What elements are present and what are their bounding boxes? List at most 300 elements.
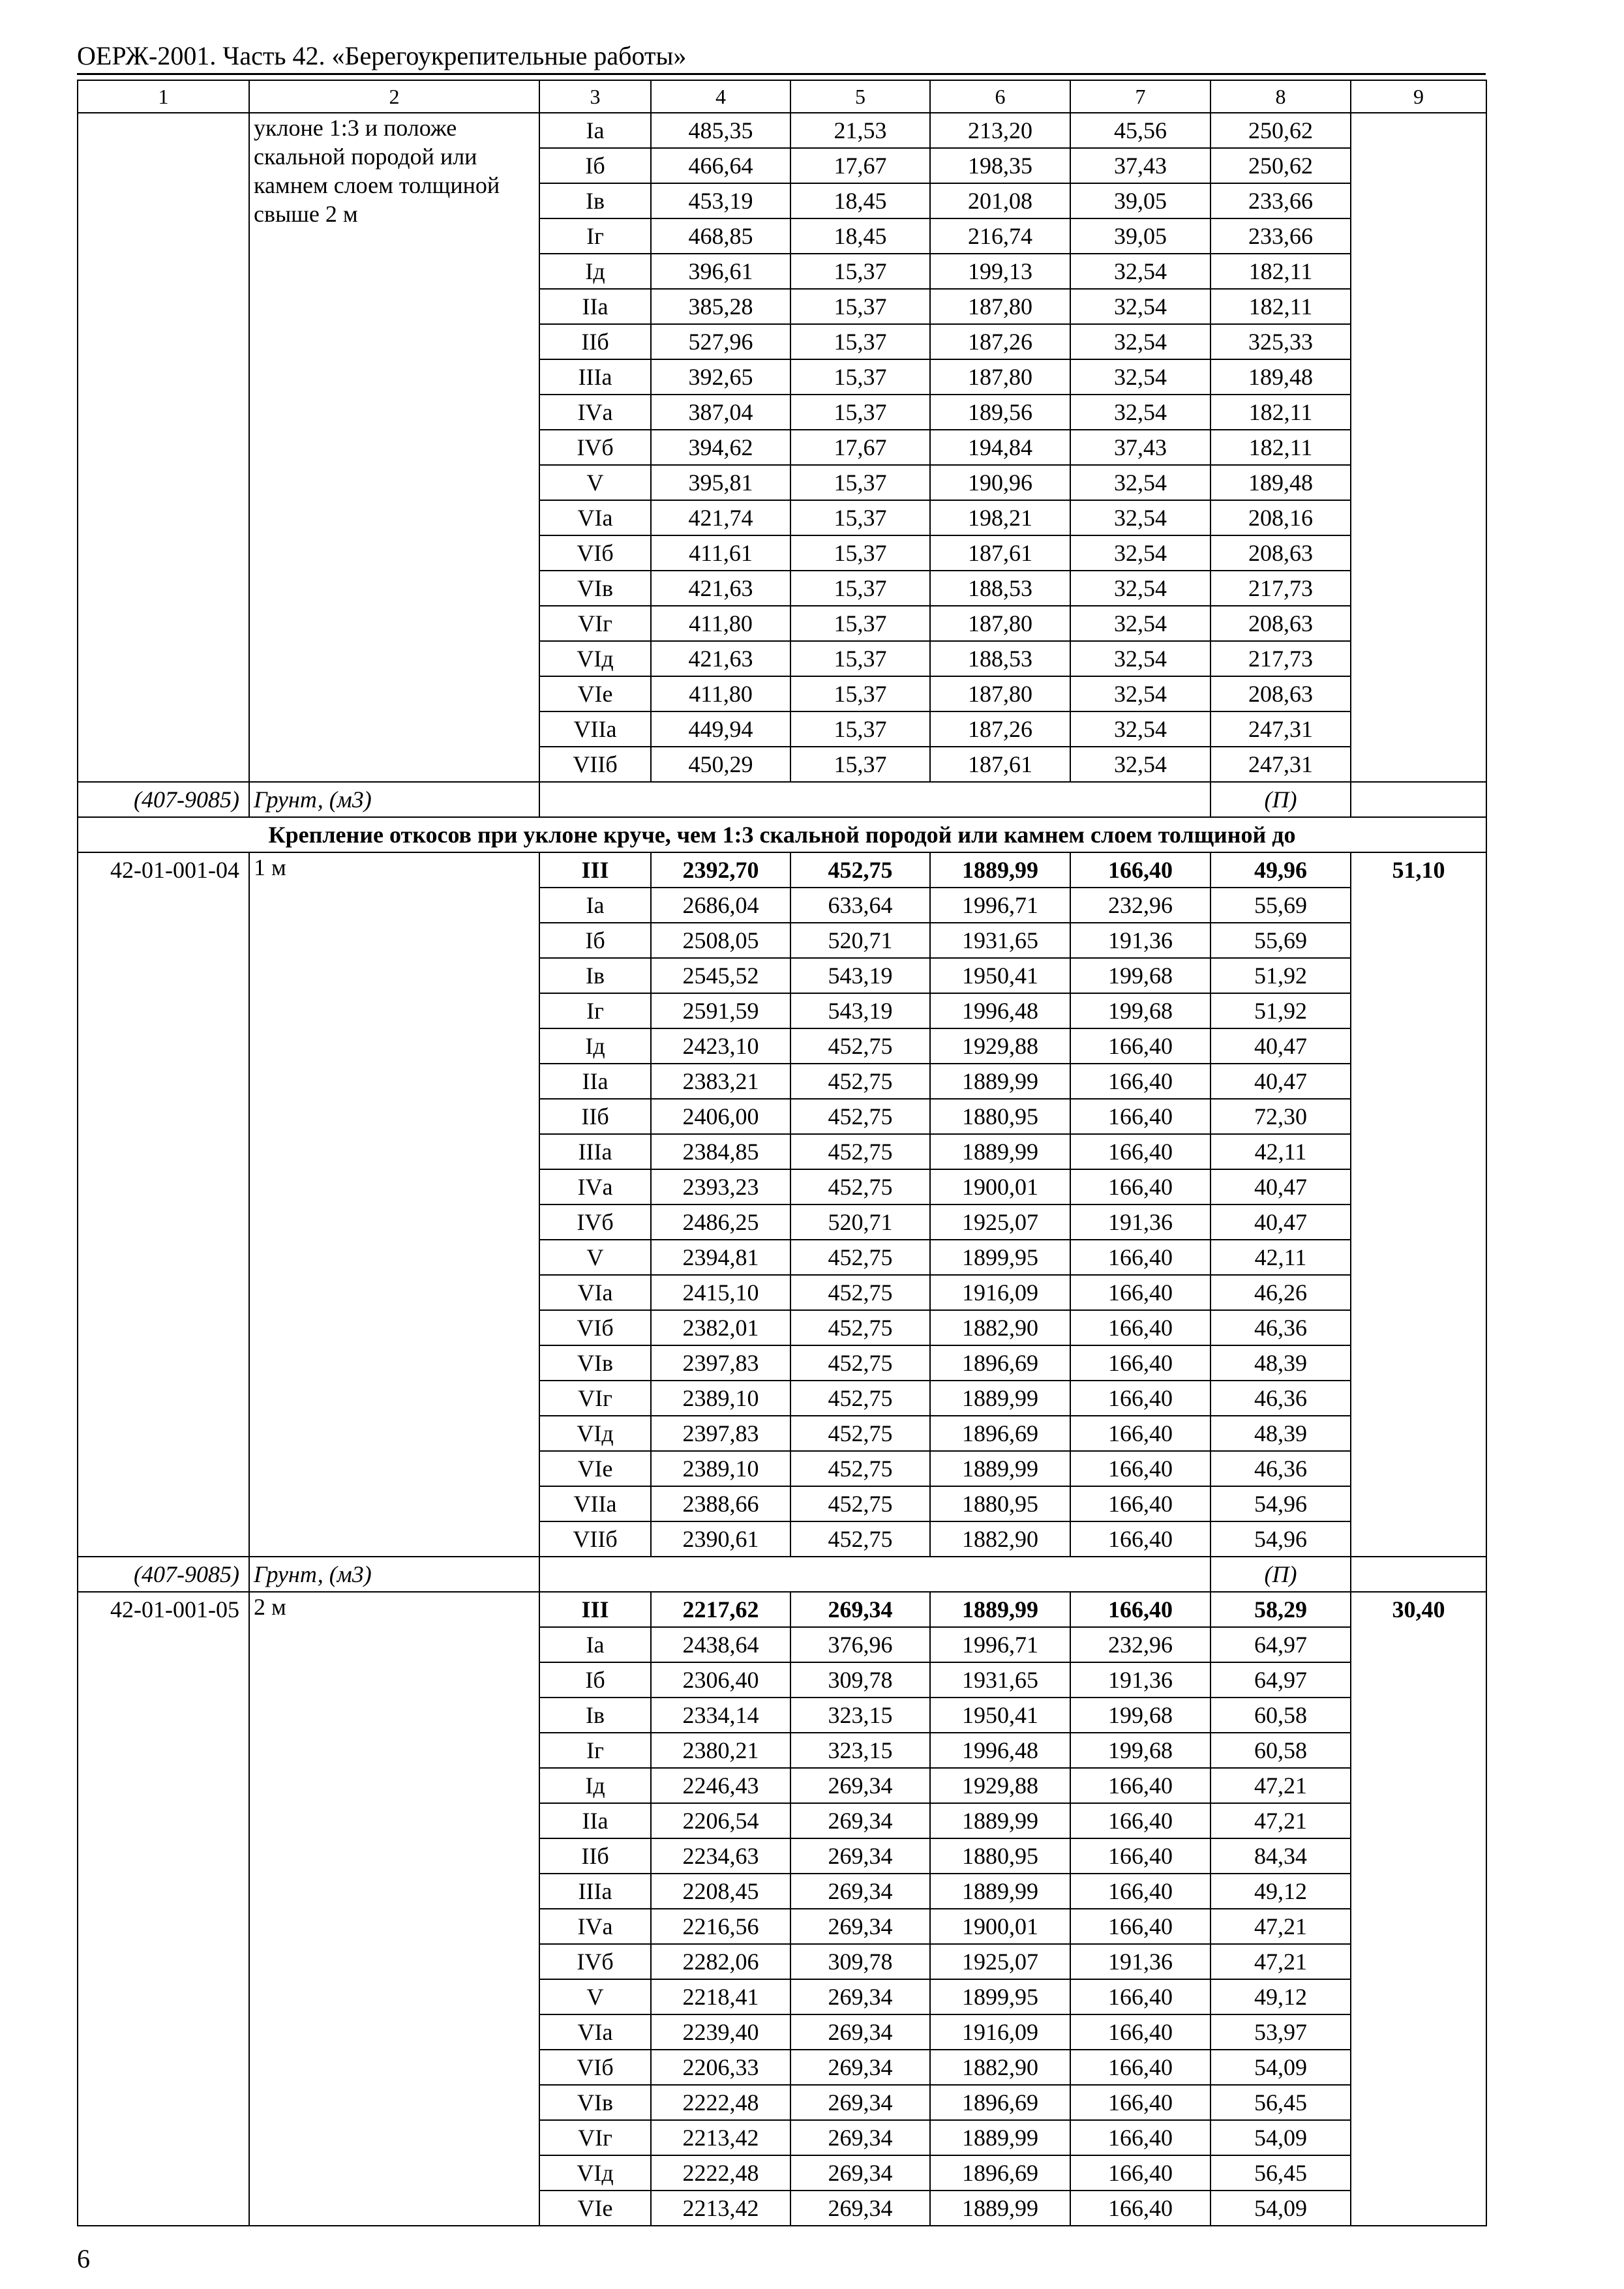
rate-value: 452,75	[790, 1099, 930, 1134]
rate-value: 189,48	[1210, 359, 1351, 395]
column-number: 1	[78, 80, 249, 113]
rate-value: 54,09	[1210, 2050, 1351, 2085]
rate-value: 213,20	[930, 113, 1070, 148]
rate-value: 1899,95	[930, 1979, 1070, 2014]
zone-code: VIд	[539, 2155, 651, 2191]
zone-code: IVа	[539, 1169, 651, 1204]
rate-value: 166,40	[1070, 1028, 1210, 1064]
zone-code: VIг	[539, 1381, 651, 1416]
rate-value: 187,61	[930, 747, 1070, 782]
rate-value: 187,80	[930, 289, 1070, 324]
rate-value: 395,81	[651, 465, 790, 500]
rate-value: 47,21	[1210, 1768, 1351, 1803]
rate-value: 199,13	[930, 254, 1070, 289]
rate-value: 269,34	[790, 2050, 930, 2085]
zone-code: VIд	[539, 641, 651, 676]
rate-value: 40,47	[1210, 1028, 1351, 1064]
rate-value: 166,40	[1070, 1099, 1210, 1134]
rate-value: 15,37	[790, 289, 930, 324]
zone-code: IIб	[539, 324, 651, 359]
rate-value: 2406,00	[651, 1099, 790, 1134]
rate-value: 1931,65	[930, 1662, 1070, 1698]
zone-code: VIв	[539, 571, 651, 606]
rate-value: 452,75	[790, 1310, 930, 1345]
zone-code: VIе	[539, 2191, 651, 2226]
work-description: 2 м	[249, 1592, 539, 2226]
rate-value: 2392,70	[651, 852, 790, 888]
rate-value: 190,96	[930, 465, 1070, 500]
rate-value: 49,96	[1210, 852, 1351, 888]
rate-value: 452,75	[790, 1486, 930, 1521]
zone-code: V	[539, 1979, 651, 2014]
zone-code: VIб	[539, 1310, 651, 1345]
rate-value: 1896,69	[930, 2085, 1070, 2120]
rate-value: 166,40	[1070, 1381, 1210, 1416]
rate-value: 269,34	[790, 1874, 930, 1909]
rate-value: 1882,90	[930, 1521, 1070, 1557]
rate-value: 51,92	[1210, 993, 1351, 1028]
rate-value: 2397,83	[651, 1416, 790, 1451]
zone-code: V	[539, 465, 651, 500]
rate-value: 199,68	[1070, 993, 1210, 1028]
zone-code: IIIа	[539, 1134, 651, 1169]
rate-value: 323,15	[790, 1733, 930, 1768]
rate-value: 166,40	[1070, 1592, 1210, 1627]
rate-value: 1950,41	[930, 1698, 1070, 1733]
rate-value: 32,54	[1070, 289, 1210, 324]
rate-value: 2282,06	[651, 1944, 790, 1979]
rate-value: 64,97	[1210, 1627, 1351, 1662]
rate-value: 543,19	[790, 993, 930, 1028]
rate-value: 40,47	[1210, 1204, 1351, 1240]
rate-value: 1900,01	[930, 1909, 1070, 1944]
column9-value	[1351, 113, 1486, 782]
rate-value: 466,64	[651, 148, 790, 183]
rate-value: 45,56	[1070, 113, 1210, 148]
column-number: 7	[1070, 80, 1210, 113]
rate-value: 48,39	[1210, 1416, 1351, 1451]
norm-code: 42-01-001-04	[78, 852, 249, 1557]
rate-value: 1896,69	[930, 2155, 1070, 2191]
rate-value: 191,36	[1070, 923, 1210, 958]
rate-value: 18,45	[790, 183, 930, 218]
rate-value: 269,34	[790, 1979, 930, 2014]
rate-value: 2380,21	[651, 1733, 790, 1768]
rate-value: 2389,10	[651, 1381, 790, 1416]
rate-value: 84,34	[1210, 1838, 1351, 1874]
rate-value: 1889,99	[930, 1451, 1070, 1486]
column-number: 2	[249, 80, 539, 113]
rate-value: 452,75	[790, 1521, 930, 1557]
rate-value: 166,40	[1070, 1486, 1210, 1521]
rate-value: 2216,56	[651, 1909, 790, 1944]
rate-value: 32,54	[1070, 359, 1210, 395]
rate-value: 1889,99	[930, 2191, 1070, 2226]
zone-code: Iг	[539, 993, 651, 1028]
rate-value: 1896,69	[930, 1416, 1070, 1451]
zone-code: Iд	[539, 1028, 651, 1064]
rate-value: 166,40	[1070, 2120, 1210, 2155]
zone-code: IIб	[539, 1099, 651, 1134]
rate-value: 1996,71	[930, 888, 1070, 923]
rate-value: 15,37	[790, 359, 930, 395]
zone-code: Iд	[539, 254, 651, 289]
rate-value: 54,09	[1210, 2191, 1351, 2226]
rate-value: 452,75	[790, 852, 930, 888]
zone-code: Iб	[539, 148, 651, 183]
rate-value: 2222,48	[651, 2155, 790, 2191]
zone-code: Iа	[539, 1627, 651, 1662]
rate-value: 1931,65	[930, 923, 1070, 958]
rate-value: 37,43	[1070, 148, 1210, 183]
rate-value: 1896,69	[930, 1345, 1070, 1381]
rate-value: 2388,66	[651, 1486, 790, 1521]
zone-code: VIIб	[539, 747, 651, 782]
zone-code: Iв	[539, 1698, 651, 1733]
rate-value: 1950,41	[930, 958, 1070, 993]
rate-value: 194,84	[930, 430, 1070, 465]
rate-value: 250,62	[1210, 113, 1351, 148]
rate-value: 187,80	[930, 676, 1070, 711]
rate-value: 32,54	[1070, 395, 1210, 430]
rate-value: 54,96	[1210, 1486, 1351, 1521]
rate-value: 452,75	[790, 1028, 930, 1064]
zone-code: IVа	[539, 395, 651, 430]
rate-value: 452,75	[790, 1451, 930, 1486]
rate-value: 1929,88	[930, 1028, 1070, 1064]
rate-value: 47,21	[1210, 1909, 1351, 1944]
column-number: 3	[539, 80, 651, 113]
rate-value: 2222,48	[651, 2085, 790, 2120]
zone-code: VIIа	[539, 1486, 651, 1521]
rate-value: 385,28	[651, 289, 790, 324]
rate-value: 1925,07	[930, 1944, 1070, 1979]
zone-code: VIа	[539, 2014, 651, 2050]
rate-value: 60,58	[1210, 1733, 1351, 1768]
rate-value: 46,36	[1210, 1381, 1351, 1416]
rate-value: 309,78	[790, 1944, 930, 1979]
rate-value: 394,62	[651, 430, 790, 465]
table-row	[78, 852, 1486, 888]
rate-value: 187,80	[930, 606, 1070, 641]
rate-value: 37,43	[1070, 430, 1210, 465]
rate-value: 421,74	[651, 500, 790, 535]
rate-value: 15,37	[790, 254, 930, 289]
rate-value: 1996,48	[930, 1733, 1070, 1768]
rate-value: 208,63	[1210, 606, 1351, 641]
rate-value: 2217,62	[651, 1592, 790, 1627]
rate-value: 543,19	[790, 958, 930, 993]
rate-value: 15,37	[790, 571, 930, 606]
rate-value: 166,40	[1070, 1909, 1210, 1944]
rate-value: 15,37	[790, 711, 930, 747]
rate-value: 2334,14	[651, 1698, 790, 1733]
rate-value: 15,37	[790, 465, 930, 500]
page-number: 6	[77, 2244, 90, 2273]
rate-value: 2213,42	[651, 2120, 790, 2155]
rate-value: 1880,95	[930, 1838, 1070, 1874]
rate-value: 55,69	[1210, 888, 1351, 923]
rate-value: 2208,45	[651, 1874, 790, 1909]
rate-value: 166,40	[1070, 2155, 1210, 2191]
rate-value: 189,56	[930, 395, 1070, 430]
column9-value: 51,10	[1351, 852, 1486, 1557]
rate-value: 233,66	[1210, 218, 1351, 254]
rate-value: 2384,85	[651, 1134, 790, 1169]
rate-value: 485,35	[651, 113, 790, 148]
rate-value: 46,36	[1210, 1451, 1351, 1486]
rate-value: 216,74	[930, 218, 1070, 254]
zone-code: Iд	[539, 1768, 651, 1803]
rate-value: 17,67	[790, 430, 930, 465]
rate-value: 40,47	[1210, 1064, 1351, 1099]
resource-spacer	[539, 1557, 1210, 1592]
rate-value: 452,75	[790, 1240, 930, 1275]
rate-value: 2390,61	[651, 1521, 790, 1557]
rate-value: 182,11	[1210, 289, 1351, 324]
rate-value: 2213,42	[651, 2191, 790, 2226]
rate-value: 527,96	[651, 324, 790, 359]
rate-value: 468,85	[651, 218, 790, 254]
rate-value: 21,53	[790, 113, 930, 148]
rate-value: 54,96	[1210, 1521, 1351, 1557]
zone-code: VIе	[539, 1451, 651, 1486]
rate-value: 166,40	[1070, 1838, 1210, 1874]
rate-value: 387,04	[651, 395, 790, 430]
rate-value: 166,40	[1070, 1064, 1210, 1099]
zone-code: Iа	[539, 113, 651, 148]
rate-value: 325,33	[1210, 324, 1351, 359]
rate-value: 2438,64	[651, 1627, 790, 1662]
rate-value: 232,96	[1070, 1627, 1210, 1662]
rate-value: 15,37	[790, 606, 930, 641]
rate-value: 32,54	[1070, 254, 1210, 289]
rate-value: 166,40	[1070, 1134, 1210, 1169]
rate-value: 199,68	[1070, 1698, 1210, 1733]
resource-name: Грунт, (м3)	[249, 782, 539, 817]
rate-value: 32,54	[1070, 500, 1210, 535]
rate-value: 233,66	[1210, 183, 1351, 218]
rate-value: 32,54	[1070, 711, 1210, 747]
resource-code: (407-9085)	[78, 1557, 249, 1592]
resource-row	[78, 782, 1486, 817]
rate-value: 42,11	[1210, 1240, 1351, 1275]
rate-value: 64,97	[1210, 1662, 1351, 1698]
rate-value: 32,54	[1070, 535, 1210, 571]
zone-code: IIIа	[539, 359, 651, 395]
rate-value: 166,40	[1070, 1310, 1210, 1345]
rate-value: 396,61	[651, 254, 790, 289]
work-description: 1 м	[249, 852, 539, 1557]
rate-value: 217,73	[1210, 571, 1351, 606]
rate-value: 2486,25	[651, 1204, 790, 1240]
zone-code: VIIб	[539, 1521, 651, 1557]
zone-code: Iг	[539, 218, 651, 254]
rate-value: 199,68	[1070, 958, 1210, 993]
norm-code	[78, 113, 249, 782]
rate-value: 15,37	[790, 500, 930, 535]
rate-value: 32,54	[1070, 324, 1210, 359]
resource-col9	[1351, 782, 1486, 817]
rate-value: 55,69	[1210, 923, 1351, 958]
rate-value: 191,36	[1070, 1944, 1210, 1979]
rate-value: 47,21	[1210, 1944, 1351, 1979]
rate-value: 269,34	[790, 1803, 930, 1838]
rate-value: 1916,09	[930, 2014, 1070, 2050]
rate-value: 56,45	[1210, 2155, 1351, 2191]
rate-value: 54,09	[1210, 2120, 1351, 2155]
zone-code: III	[539, 852, 651, 888]
rate-value: 166,40	[1070, 1874, 1210, 1909]
rate-value: 32,54	[1070, 465, 1210, 500]
column-number-row	[78, 80, 1486, 113]
rate-value: 60,58	[1210, 1698, 1351, 1733]
rate-value: 53,97	[1210, 2014, 1351, 2050]
zone-code: IVб	[539, 1944, 651, 1979]
rate-value: 198,35	[930, 148, 1070, 183]
rate-value: 421,63	[651, 571, 790, 606]
rate-value: 453,19	[651, 183, 790, 218]
rate-value: 2239,40	[651, 2014, 790, 2050]
rate-value: 166,40	[1070, 1169, 1210, 1204]
rate-value: 198,21	[930, 500, 1070, 535]
table-row	[78, 113, 1486, 148]
rate-value: 182,11	[1210, 430, 1351, 465]
rate-value: 2508,05	[651, 923, 790, 958]
rate-value: 269,34	[790, 1768, 930, 1803]
rate-value: 1889,99	[930, 1064, 1070, 1099]
rate-value: 376,96	[790, 1627, 930, 1662]
rate-value: 450,29	[651, 747, 790, 782]
rate-value: 269,34	[790, 2085, 930, 2120]
rate-value: 166,40	[1070, 1803, 1210, 1838]
rate-value: 15,37	[790, 676, 930, 711]
zone-code: VIб	[539, 2050, 651, 2085]
zone-code: IIа	[539, 1064, 651, 1099]
rate-value: 166,40	[1070, 1451, 1210, 1486]
rate-value: 32,54	[1070, 641, 1210, 676]
column-number: 9	[1351, 80, 1486, 113]
rate-value: 1889,99	[930, 1592, 1070, 1627]
rate-value: 15,37	[790, 535, 930, 571]
rate-value: 188,53	[930, 641, 1070, 676]
section-title-row	[78, 817, 1486, 852]
zone-code: VIв	[539, 1345, 651, 1381]
rate-value: 208,16	[1210, 500, 1351, 535]
rate-value: 452,75	[790, 1134, 930, 1169]
rate-value: 18,45	[790, 218, 930, 254]
rate-value: 188,53	[930, 571, 1070, 606]
rate-value: 1889,99	[930, 1134, 1070, 1169]
rate-value: 48,39	[1210, 1345, 1351, 1381]
rate-value: 1889,99	[930, 1803, 1070, 1838]
header-rule	[77, 73, 1486, 75]
zone-code: IIб	[539, 1838, 651, 1874]
rate-value: 1889,99	[930, 1381, 1070, 1416]
rate-value: 32,54	[1070, 571, 1210, 606]
column9-value: 30,40	[1351, 1592, 1486, 2226]
zone-code: VIе	[539, 676, 651, 711]
rate-value: 247,31	[1210, 711, 1351, 747]
rate-value: 39,05	[1070, 183, 1210, 218]
rate-value: 1889,99	[930, 1874, 1070, 1909]
rate-value: 187,26	[930, 324, 1070, 359]
rate-value: 449,94	[651, 711, 790, 747]
rate-value: 452,75	[790, 1064, 930, 1099]
rate-value: 2206,33	[651, 2050, 790, 2085]
page-header: ОЕРЖ-2001. Часть 42. «Берегоукрепительные работы»	[77, 41, 687, 70]
column-number: 6	[930, 80, 1070, 113]
rate-value: 1900,01	[930, 1169, 1070, 1204]
rate-value: 32,54	[1070, 747, 1210, 782]
zone-code: IIа	[539, 1803, 651, 1838]
rate-value: 2545,52	[651, 958, 790, 993]
rate-value: 1929,88	[930, 1768, 1070, 1803]
zone-code: IVб	[539, 430, 651, 465]
rate-value: 49,12	[1210, 1979, 1351, 2014]
zone-code: VIа	[539, 1275, 651, 1310]
rate-value: 633,64	[790, 888, 930, 923]
zone-code: VIг	[539, 2120, 651, 2155]
rate-value: 166,40	[1070, 1979, 1210, 2014]
rate-value: 51,92	[1210, 958, 1351, 993]
rate-value: 232,96	[1070, 888, 1210, 923]
rate-value: 269,34	[790, 1592, 930, 1627]
rate-value: 1916,09	[930, 1275, 1070, 1310]
rate-value: 269,34	[790, 2155, 930, 2191]
rate-value: 2246,43	[651, 1768, 790, 1803]
rate-value: 2394,81	[651, 1240, 790, 1275]
rate-value: 15,37	[790, 395, 930, 430]
rate-value: 191,36	[1070, 1662, 1210, 1698]
zone-code: Iб	[539, 1662, 651, 1698]
rate-value: 2686,04	[651, 888, 790, 923]
rate-value: 187,61	[930, 535, 1070, 571]
rate-value: 452,75	[790, 1381, 930, 1416]
rate-value: 1880,95	[930, 1099, 1070, 1134]
rate-value: 392,65	[651, 359, 790, 395]
rate-value: 42,11	[1210, 1134, 1351, 1169]
rate-value: 309,78	[790, 1662, 930, 1698]
rate-value: 2393,23	[651, 1169, 790, 1204]
rate-value: 166,40	[1070, 852, 1210, 888]
rate-value: 2415,10	[651, 1275, 790, 1310]
rate-value: 269,34	[790, 2014, 930, 2050]
rate-value: 1882,90	[930, 2050, 1070, 2085]
zone-code: IIIа	[539, 1874, 651, 1909]
rate-value: 269,34	[790, 1909, 930, 1944]
zone-code: Iг	[539, 1733, 651, 1768]
rate-value: 452,75	[790, 1345, 930, 1381]
zone-code: VIа	[539, 500, 651, 535]
rate-value: 2234,63	[651, 1838, 790, 1874]
rate-value: 411,80	[651, 606, 790, 641]
zone-code: Iв	[539, 958, 651, 993]
rate-value: 2397,83	[651, 1345, 790, 1381]
rate-value: 182,11	[1210, 254, 1351, 289]
rate-value: 166,40	[1070, 2085, 1210, 2120]
rate-value: 199,68	[1070, 1733, 1210, 1768]
rate-value: 247,31	[1210, 747, 1351, 782]
zone-code: IVб	[539, 1204, 651, 1240]
rate-value: 411,61	[651, 535, 790, 571]
rate-value: 49,12	[1210, 1874, 1351, 1909]
rate-value: 269,34	[790, 2191, 930, 2226]
rate-value: 166,40	[1070, 1240, 1210, 1275]
resource-code: (407-9085)	[78, 782, 249, 817]
rate-value: 58,29	[1210, 1592, 1351, 1627]
rate-value: 452,75	[790, 1169, 930, 1204]
